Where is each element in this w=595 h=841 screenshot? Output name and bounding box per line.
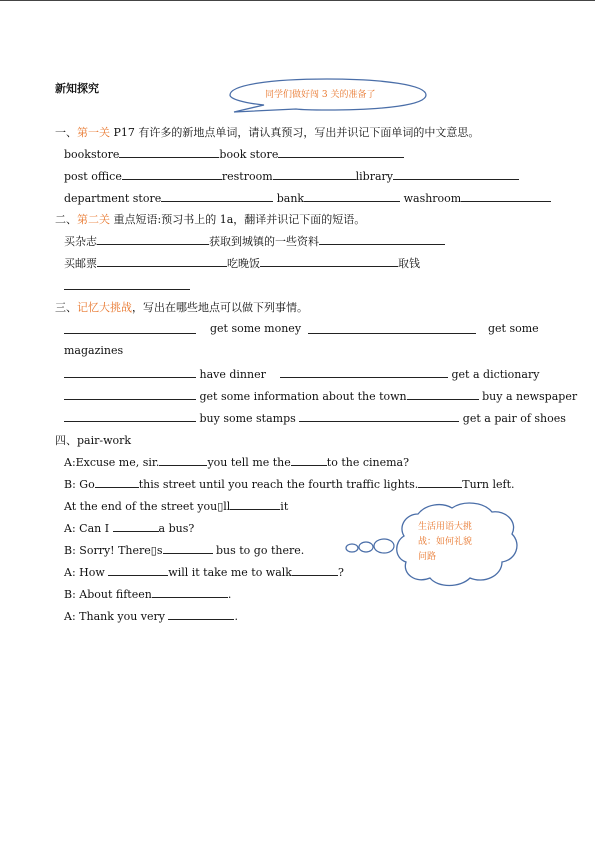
- section1-instruction: [55, 124, 479, 140]
- answer-blank[interactable]: [113, 520, 159, 532]
- section1-number: 一、: [55, 126, 77, 139]
- dialogue-text: A:Excuse me, sir.: [64, 456, 160, 469]
- answer-blank[interactable]: [64, 366, 196, 378]
- item-buy-a-newspaper: buy a newspaper: [482, 390, 578, 403]
- answer-blank[interactable]: [230, 498, 280, 510]
- answer-blank[interactable]: [280, 366, 448, 378]
- item-magazines: magazines: [64, 344, 124, 357]
- answer-blank[interactable]: [292, 564, 338, 576]
- answer-blank[interactable]: [299, 410, 459, 422]
- section3-tag: 记忆大挑战: [77, 301, 132, 314]
- dialogue-text: you tell me the: [207, 456, 291, 469]
- word-library: library: [355, 170, 394, 183]
- item-get-a-dictionary: get a dictionary: [451, 368, 540, 381]
- dialogue-text: to the cinema?: [326, 456, 409, 469]
- answer-blank[interactable]: [108, 564, 168, 576]
- dialogue-text: it: [280, 500, 289, 513]
- answer-blank[interactable]: [152, 586, 228, 598]
- answer-blank[interactable]: [163, 542, 213, 554]
- answer-blank[interactable]: [95, 476, 139, 488]
- word-department-store: department store: [64, 192, 162, 205]
- section2-row3: [64, 278, 190, 293]
- section1-tag: 第一关: [77, 126, 110, 139]
- word-restroom: restroom: [221, 170, 273, 183]
- item-get-a-pair-of-shoes: get a pair of shoes: [462, 412, 566, 425]
- dialogue-line-4: [64, 520, 194, 535]
- dialogue-text: B: Sorry! There▯s: [64, 544, 163, 557]
- dialogue-text: bus to go there.: [212, 544, 305, 557]
- section2-row2: [64, 255, 420, 271]
- callout-side-line-2: 战：如何礼貌: [418, 537, 473, 547]
- phrase-buy-magazines: 买杂志: [64, 235, 97, 248]
- answer-blank[interactable]: [308, 322, 476, 334]
- answer-blank[interactable]: [64, 322, 196, 334]
- section2-row1: [64, 233, 445, 249]
- section3-row1: [64, 322, 542, 337]
- answer-blank[interactable]: [97, 233, 209, 245]
- answer-blank[interactable]: [64, 388, 196, 400]
- dialogue-line-6: [64, 564, 344, 579]
- answer-blank[interactable]: [159, 454, 207, 466]
- section4-heading: 四、pair-work: [55, 434, 132, 447]
- dialogue-text: this street until you reach the fourth traffic lights.: [138, 478, 419, 491]
- section3-row3: [64, 388, 577, 403]
- dialogue-text: Turn left.: [462, 478, 515, 491]
- callout-top-text: 同学们做好闯 3 关的准备了: [265, 90, 376, 100]
- item-get-some-money: get some money: [210, 322, 302, 335]
- section2-tag: 第二关: [77, 213, 110, 226]
- answer-blank[interactable]: [304, 190, 400, 202]
- phrase-have-dinner: 吃晚饭: [227, 257, 260, 270]
- section3-instruction: [55, 299, 308, 315]
- phrase-buy-stamps: 买邮票: [64, 257, 97, 270]
- answer-blank[interactable]: [418, 476, 462, 488]
- section1-row1: [64, 146, 404, 161]
- phrase-get-money: 取钱: [398, 257, 420, 270]
- item-have-dinner: have dinner: [199, 368, 266, 381]
- dialogue-line-7: [64, 586, 231, 601]
- answer-blank[interactable]: [393, 168, 519, 180]
- item-get-some: get some: [488, 322, 539, 335]
- section3-text: ，写出在哪些地点可以做下列事情。: [132, 301, 308, 314]
- word-book-store: book store: [219, 148, 279, 161]
- section1-text: P17 有许多的新地点单词，请认真预习，写出并识记下面单词的中文意思。: [110, 126, 480, 139]
- answer-blank[interactable]: [97, 255, 227, 267]
- word-bank: bank: [276, 192, 305, 205]
- section2-number: 二、: [55, 213, 77, 226]
- answer-blank[interactable]: [278, 146, 404, 158]
- dialogue-text: ?: [337, 566, 344, 579]
- dialogue-text: A: Can I: [64, 522, 113, 535]
- dialogue-text: B: About fifteen: [64, 588, 152, 601]
- word-washroom: washroom: [403, 192, 462, 205]
- dialogue-line-5: [64, 542, 304, 557]
- dialogue-text: A: Thank you very: [64, 610, 169, 623]
- item-get-some-information: get some information about the town: [199, 390, 407, 403]
- callout-side-line-1: 生活用语大挑: [418, 522, 473, 532]
- page-title: 新知探究: [55, 82, 99, 95]
- item-buy-some-stamps: buy some stamps: [199, 412, 296, 425]
- answer-blank[interactable]: [168, 608, 234, 620]
- section3-number: 三、: [55, 301, 77, 314]
- dialogue-text: .: [227, 588, 232, 601]
- dialogue-text: will it take me to walk: [168, 566, 292, 579]
- answer-blank[interactable]: [273, 168, 356, 180]
- answer-blank[interactable]: [122, 168, 222, 180]
- section1-row2: [64, 168, 519, 183]
- dialogue-line-1: [64, 454, 409, 469]
- section3-row2b: [280, 366, 539, 381]
- top-rule: [0, 0, 595, 1]
- section1-row3: [64, 190, 551, 205]
- answer-blank[interactable]: [64, 278, 190, 290]
- dialogue-text: a bus?: [158, 522, 195, 535]
- word-post-office: post office: [64, 170, 122, 183]
- word-bookstore: bookstore: [64, 148, 120, 161]
- answer-blank[interactable]: [260, 255, 398, 267]
- dialogue-line-8: [64, 608, 238, 623]
- dialogue-text: .: [234, 610, 238, 623]
- answer-blank[interactable]: [64, 410, 196, 422]
- section2-text: 重点短语:预习书上的 1a，翻译并识记下面的短语。: [110, 213, 366, 226]
- dialogue-line-2: [64, 476, 515, 491]
- answer-blank[interactable]: [407, 388, 479, 400]
- section2-instruction: [55, 211, 365, 227]
- answer-blank[interactable]: [319, 233, 445, 245]
- dialogue-text: A: How: [64, 566, 109, 579]
- section3-row4: [64, 410, 566, 425]
- dialogue-line-3: [64, 498, 288, 513]
- dialogue-text: At the end of the street you▯ll: [64, 500, 231, 513]
- callout-side-line-3: 问路: [418, 552, 437, 562]
- answer-blank[interactable]: [161, 190, 273, 202]
- section3-row2: [64, 366, 266, 381]
- answer-blank[interactable]: [461, 190, 551, 202]
- answer-blank[interactable]: [291, 454, 327, 466]
- dialogue-text: B: Go: [64, 478, 95, 491]
- phrase-get-info: 获取到城镇的一些资料: [209, 235, 319, 248]
- answer-blank[interactable]: [119, 146, 219, 158]
